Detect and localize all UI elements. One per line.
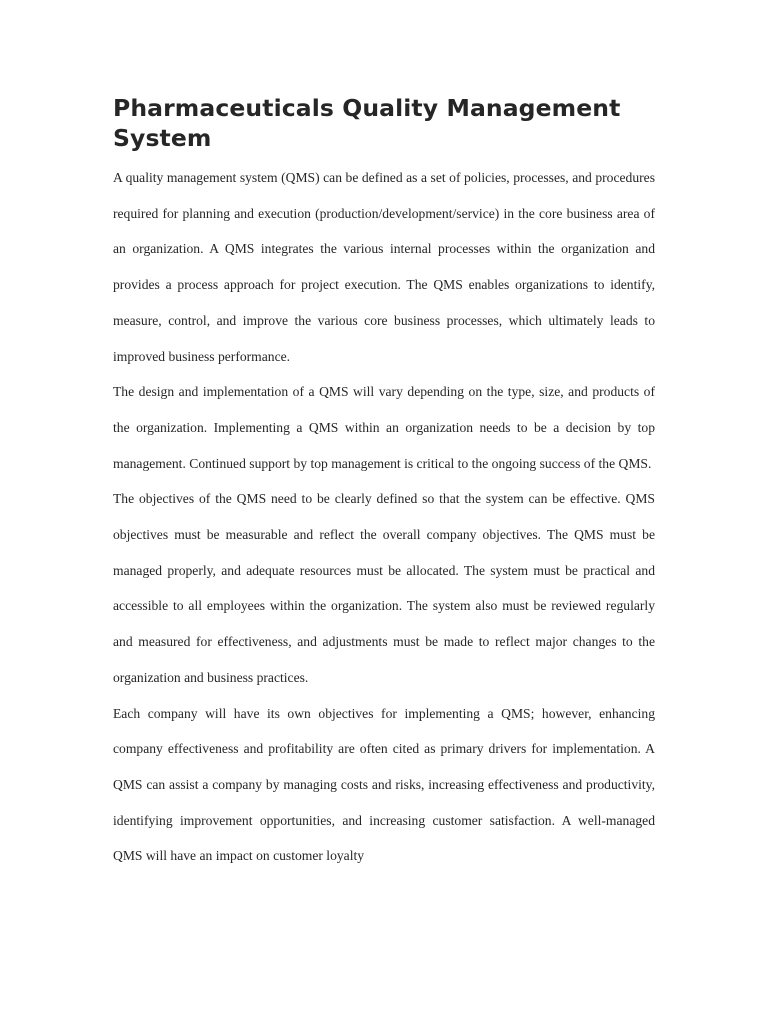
paragraph-qms-benefits: Each company will have its own objectives for implementing a QMS; however, enhancing company effectiveness and profitability are often cited as primary drivers for implementation. A QMS can assist a company by managing costs and risks, increasing effectiveness and productivity, identifying improvement opportunities, and increasing customer satisfaction. A well-managed QMS will have an impact on customer loyalty <box>113 705 655 864</box>
paragraph-qms-objectives: The objectives of the QMS need to be clearly defined so that the system can be effective. QMS objectives must be measurable and reflect the overall company objectives. The QMS must be managed properly, and adequate resources must be allocated. The system must be practical and accessible to all employees within the organization. The system also must be reviewed regularly and measured for effectiveness, and adjustments must be made to reflect major changes to the organization and business practices. <box>113 491 655 685</box>
paragraph-qms-definition: A quality management system (QMS) can be defined as a set of policies, processes, and procedures required for planning and execution (production/development/service) in the core business area of an organization. A QMS integrates the various internal processes within the organization and provides a process approach for project execution. The QMS enables organizations to identify, measure, control, and improve the various core business processes, which ultimately leads to improved business performance. <box>113 170 655 364</box>
paragraph-qms-design: The design and implementation of a QMS will vary depending on the type, size, and products of the organization. Implementing a QMS within an organization needs to be a decision by top management. Continued support by top management is critical to the ongoing success of the QMS. <box>113 384 655 471</box>
document-title: Pharmaceuticals Quality Management System <box>113 94 621 152</box>
